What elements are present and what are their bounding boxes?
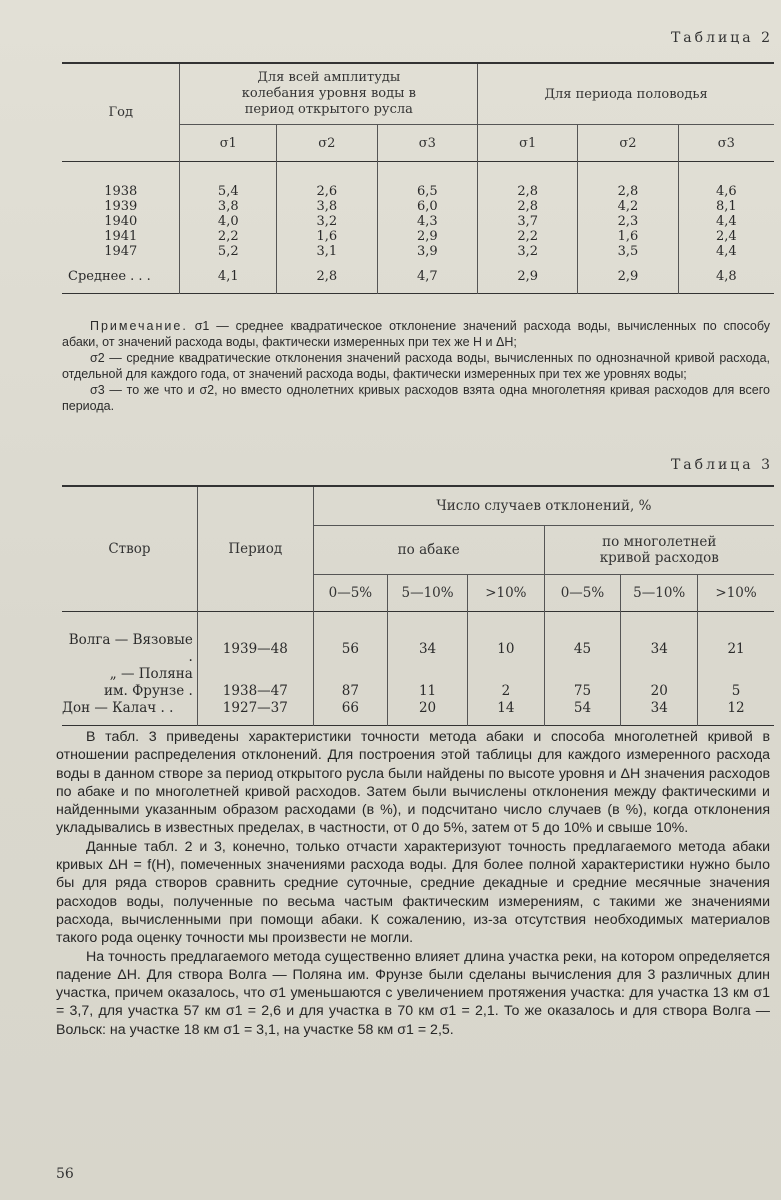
- table-row: [62, 683, 774, 700]
- t2-cell: 2,8: [277, 259, 378, 294]
- t2-cell: 3,2: [277, 214, 378, 229]
- t3-cell: [698, 666, 774, 683]
- body-paragraph: В табл. 3 приведены характеристики точности метода абаки и способа многолетней кривой в отношении распределения отклонений. Для построения этой таблицы для каждого измеренного расхода воды в данном створе за период открытого русла были найдены по высоте уровня и ΔH значения расходов по абаке и по многолетней кривой расходов. Затем были вычислены отклонения между фактическими и найденными указанным образом расходами (в %), и подсчитано число случаев (в %), когда отклонения укладывались в известных пределах, в частности, от 0 до 5%, затем от 5 до 10% и свыше 10%.: [56, 729, 770, 837]
- t2-cell: 3,8: [180, 199, 277, 214]
- t2-cell: 3,8: [277, 199, 378, 214]
- t2-cell: 2,4: [678, 229, 774, 244]
- table3: [62, 485, 774, 726]
- t2-cell: 2,2: [180, 229, 277, 244]
- table3-sub-abaka: по абаке: [313, 526, 544, 575]
- t3-range: 0—5%: [313, 575, 387, 612]
- table3-stvor-header: Створ: [108, 541, 151, 557]
- body-text: [56, 728, 770, 1039]
- table-row: [62, 229, 774, 244]
- t2-cell: 4,4: [678, 214, 774, 229]
- t2-cell: 4,2: [578, 199, 678, 214]
- table-row: [62, 184, 774, 199]
- body-paragraph: На точность предлагаемого метода существенно влияет длина участка реки, на котором определяется падение ΔH. Для створа Волга — Поляна им. Фрунзе были сделаны вычисления для 3 различных длин участка, причем оказалось, что σ1 уменьшаются с увеличением протяжения участка: для участка 13 км σ1 = 3,7, для участка 57 км σ1 = 2,6 и для участка в 70 км σ1 = 2,1. То же оказалось и для створа Волга — Вольск: на участке 18 км σ1 = 3,1, на участке 58 км σ1 = 2,5.: [56, 948, 770, 1038]
- table-row: [62, 214, 774, 229]
- page-number: 56: [56, 1166, 74, 1182]
- t3-cell: 34: [387, 632, 467, 666]
- t2-cell: 6,5: [377, 184, 478, 199]
- t3-stvor: им. Фрунзе .: [104, 683, 193, 699]
- t2-year: 1940: [104, 214, 138, 229]
- t2-year: 1938: [104, 184, 138, 199]
- t2-cell: 2,9: [377, 229, 478, 244]
- t3-period: 1938—47: [197, 683, 313, 700]
- table2-year-header: Год: [108, 105, 133, 120]
- t3-cell: 54: [544, 700, 621, 726]
- table-row: [62, 244, 774, 259]
- table-row-mean: [62, 259, 774, 294]
- t2-sub-col: σ2: [277, 125, 378, 162]
- t2-sub-col: σ2: [578, 125, 678, 162]
- table2-group1-header: Для всей амплитуды колебания уровня воды в период открытого русла: [180, 63, 478, 125]
- t3-cell: 10: [468, 632, 544, 666]
- t3-cell: 14: [468, 700, 544, 726]
- t3-cell: [468, 666, 544, 683]
- table2: [62, 62, 774, 294]
- table3-sub-curve: по многолетней кривой расходов: [544, 526, 774, 575]
- note-sigma3: σ3 — то же что и σ2, но вместо однолетних кривых расходов взята одна многолетняя кривая расходов для всего периода.: [62, 383, 770, 413]
- table-row: [62, 700, 774, 726]
- table-row: [62, 199, 774, 214]
- t3-stvor: Дон — Калач . .: [62, 700, 174, 716]
- t3-cell: 12: [698, 700, 774, 726]
- t3-cell: 21: [698, 632, 774, 666]
- t2-cell: 3,1: [277, 244, 378, 259]
- t2-cell: 4,3: [377, 214, 478, 229]
- t2-cell: 5,4: [180, 184, 277, 199]
- t3-cell: 34: [621, 632, 698, 666]
- table-row: [62, 632, 774, 666]
- t2-cell: 1,6: [277, 229, 378, 244]
- t3-range: >10%: [698, 575, 774, 612]
- t3-cell: 75: [544, 683, 621, 700]
- t2-cell: 4,8: [678, 259, 774, 294]
- t3-cell: 20: [621, 683, 698, 700]
- t2-cell: 1,6: [578, 229, 678, 244]
- t3-range: 0—5%: [544, 575, 621, 612]
- t2-cell: 4,6: [678, 184, 774, 199]
- t2-cell: 4,1: [180, 259, 277, 294]
- t2-cell: 2,8: [478, 184, 578, 199]
- t2-mean-label: Среднее . . .: [68, 268, 151, 284]
- t2-cell: 3,9: [377, 244, 478, 259]
- table3-period-header: Период: [197, 486, 313, 612]
- t3-period: 1939—48: [197, 632, 313, 666]
- t3-cell: [313, 666, 387, 683]
- t3-cell: [387, 666, 467, 683]
- table3-group-header: Число случаев отклонений, %: [313, 486, 774, 526]
- t2-cell: 2,2: [478, 229, 578, 244]
- t3-cell: 11: [387, 683, 467, 700]
- body-paragraph: Данные табл. 2 и 3, конечно, только отчасти характеризуют точность предлагаемого метода абаки кривых ΔH = f(H), помеченных значениями расхода воды. Для более полной характеристики нужно было бы для ряда створов сравнить средние суточные, средние декадные и средние месячные значения расходов воды, полученные по весьма частым фактическим измерениям, с такими же значениями расхода, вычисленными при помощи абаки. К сожалению, из-за отсутствия необходимых материалов такого рода оценку точности мы произвести не могли.: [56, 838, 770, 947]
- note-label: Примечание.: [90, 319, 188, 333]
- t2-sub-col: σ3: [377, 125, 478, 162]
- t2-year: 1947: [104, 244, 138, 259]
- t2-cell: 4,7: [377, 259, 478, 294]
- t2-cell: 3,2: [478, 244, 578, 259]
- t3-range: >10%: [468, 575, 544, 612]
- t2-sub-col: σ1: [478, 125, 578, 162]
- t2-sub-col: σ3: [678, 125, 774, 162]
- t3-range: 5—10%: [387, 575, 467, 612]
- t2-cell: 2,9: [478, 259, 578, 294]
- t2-cell: 4,0: [180, 214, 277, 229]
- t2-cell: 3,5: [578, 244, 678, 259]
- t2-cell: 2,6: [277, 184, 378, 199]
- t2-year: 1941: [104, 229, 138, 244]
- t3-range: 5—10%: [621, 575, 698, 612]
- t2-cell: 6,0: [377, 199, 478, 214]
- t3-period: 1927—37: [197, 700, 313, 726]
- t2-cell: 2,9: [578, 259, 678, 294]
- t3-cell: 66: [313, 700, 387, 726]
- t2-cell: 5,2: [180, 244, 277, 259]
- table2-caption: Таблица 2: [670, 30, 773, 46]
- t3-cell: [621, 666, 698, 683]
- table-row: [62, 666, 774, 683]
- t3-stvor: „ — Поляна: [109, 666, 193, 682]
- t2-sub-col: σ1: [180, 125, 277, 162]
- t3-cell: 45: [544, 632, 621, 666]
- t2-cell: 2,8: [478, 199, 578, 214]
- t3-cell: 34: [621, 700, 698, 726]
- t2-cell: 4,4: [678, 244, 774, 259]
- table2-group2-header: Для периода половодья: [478, 63, 774, 125]
- table2-note: [62, 318, 770, 414]
- t2-cell: 2,3: [578, 214, 678, 229]
- t2-cell: 8,1: [678, 199, 774, 214]
- t3-period: [197, 666, 313, 683]
- t2-year: 1939: [104, 199, 138, 214]
- table3-caption: Таблица 3: [670, 457, 773, 473]
- t3-cell: 56: [313, 632, 387, 666]
- note-sigma1: σ1 — среднее квадратическое отклонение значений расхода воды, вычисленных по способу абаки, от значений расхода воды, фактически измеренных при тех же H и ΔH;: [62, 319, 770, 349]
- t2-cell: 3,7: [478, 214, 578, 229]
- t3-cell: 87: [313, 683, 387, 700]
- t2-cell: 2,8: [578, 184, 678, 199]
- t3-cell: [544, 666, 621, 683]
- t3-cell: 2: [468, 683, 544, 700]
- note-sigma2: σ2 — средние квадратические отклонения значений расхода воды, вычисленных по однозначной кривой расхода, отдельной для каждого года, от значений расхода воды, фактически измеренных при тех же уровнях воды;: [62, 351, 770, 381]
- t3-stvor: Волга — Вязовые .: [68, 632, 193, 665]
- t3-cell: 20: [387, 700, 467, 726]
- t3-cell: 5: [698, 683, 774, 700]
